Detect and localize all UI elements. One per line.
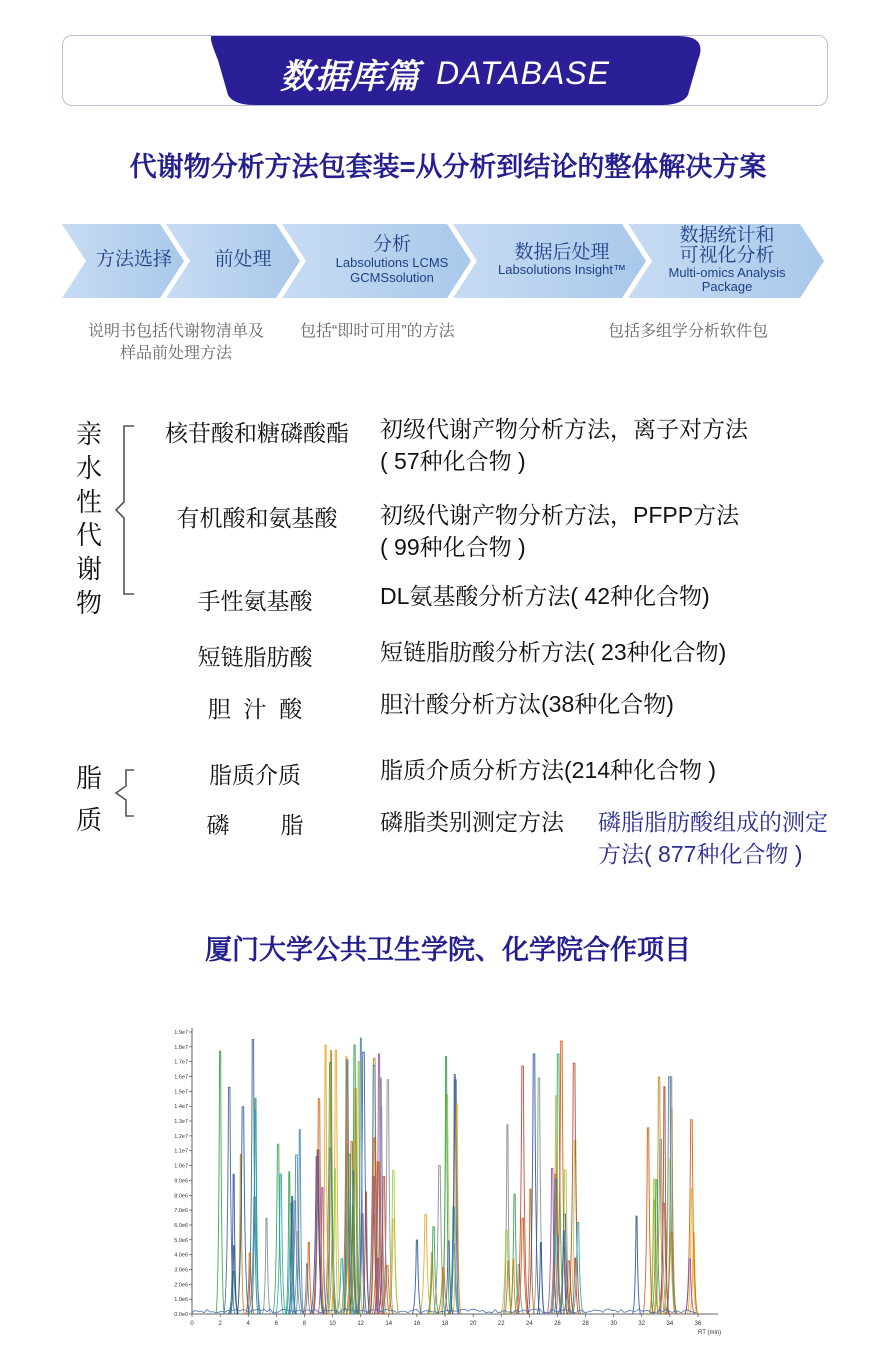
chromatogram-y-tick-label: 1.1e7	[174, 1148, 188, 1155]
method-category-2: 有机酸和氨基酸	[176, 505, 338, 531]
bracket-hydrophilic	[110, 424, 140, 596]
project-title: 厦门大学公共卫生学院、化学院合作项目	[205, 935, 691, 965]
banner-title-cn: 数据库篇	[280, 57, 421, 96]
workflow-step-5-sub: Multi-omics Analysis Package	[668, 265, 786, 294]
chromatogram-x-tick-label: 24	[525, 1321, 533, 1327]
workflow-step-4	[482, 222, 642, 298]
method-category-6: 脂质介质	[209, 762, 301, 788]
chromatogram-y-tick-label: 1.8e7	[174, 1044, 188, 1051]
chromatogram-y-tick-label: 1.4e7	[174, 1104, 188, 1111]
workflow-step-1	[82, 222, 186, 298]
chromatogram-y-tick-label: 1.0e6	[174, 1297, 188, 1304]
chromatogram-y-tick-label: 1.9e7	[174, 1030, 188, 1036]
workflow-step-2	[188, 222, 298, 298]
method-desc-3: DL氨基酸分析方法( 42种化合物)	[380, 583, 710, 609]
workflow-step-3	[312, 222, 472, 298]
chromatogram-y-tick-label: 4.0e6	[174, 1252, 188, 1259]
workflow-note-2: 包括“即时可用”的方法	[300, 323, 455, 340]
chromatogram-y-tick-label: 8.0e6	[174, 1193, 188, 1200]
chromatogram-y-tick-label: 7.0e6	[174, 1208, 188, 1215]
method-category-4: 短链脂肪酸	[197, 644, 313, 670]
workflow-step-3-sub: Labsolutions LCMS GCMSsolution	[335, 254, 449, 285]
method-desc-1: 初级代谢产物分析方法，离子对方法 ( 57种化合物 )	[380, 416, 748, 475]
method-desc-4: 短链脂肪酸分析方法( 23种化合物)	[380, 639, 727, 665]
chromatogram-x-tick-label: 10	[329, 1321, 336, 1327]
chromatogram-y-tick-label: 5.0e6	[174, 1237, 188, 1244]
chromatogram-x-label: RT (min)	[698, 1330, 722, 1336]
chromatogram-peak	[510, 1259, 517, 1314]
chromatogram-x-tick-label: 28	[582, 1321, 589, 1327]
chromatogram-x-tick-label: 32	[638, 1321, 646, 1327]
chromatogram-y-tick-label: 2.0e6	[174, 1282, 188, 1289]
chromatogram-baseline	[192, 1309, 696, 1313]
chromatogram-y-tick-label: 1.2e7	[174, 1133, 188, 1140]
banner-title-en: DATABASE	[436, 54, 610, 91]
chromatogram-x-tick-label: 20	[469, 1321, 477, 1327]
chromatogram-x-tick-label: 0	[190, 1321, 194, 1327]
method-category-7: 磷 脂	[206, 812, 304, 838]
chromatogram-y-tick-label: 1.5e7	[174, 1089, 188, 1096]
headline: 代谢物分析方法包套装=从分析到结论的整体解决方案	[129, 152, 767, 182]
chromatogram-x-tick-label: 2	[218, 1321, 222, 1327]
chromatogram-y-tick-label: 1.0e7	[174, 1163, 188, 1170]
method-desc-2: 初级代谢产物分析方法，PFPP方法 ( 99种化合物 )	[380, 502, 740, 561]
method-category-5: 胆 汁 酸	[207, 696, 303, 722]
method-category-1: 核苷酸和糖磷酸酯	[165, 420, 349, 446]
workflow-step-5-title: 数据统计和 可视化分析	[679, 225, 775, 267]
chromatogram	[170, 1022, 726, 1340]
bracket-lipid	[110, 768, 140, 818]
chromatogram-x-tick-label: 4	[246, 1321, 250, 1327]
method-desc-6: 脂质介质分析方法(214种化合物 )	[380, 757, 717, 783]
chromatogram-x-tick-label: 36	[694, 1321, 702, 1327]
chromatogram-y-tick-label: 3.0e6	[174, 1267, 188, 1274]
method-desc-7-extra: 磷脂脂肪酸组成的测定 方法( 877种化合物 )	[598, 809, 828, 868]
chromatogram-x-tick-label: 26	[554, 1321, 561, 1327]
chromatogram-y-tick-label: 0.0e0	[174, 1312, 188, 1318]
method-desc-7: 磷脂类别测定方法	[380, 809, 564, 835]
chromatogram-x-tick-label: 8	[302, 1321, 307, 1327]
chromatogram-y-tick-label: 6.0e6	[174, 1222, 188, 1229]
workflow-note-1: 说明书包括代谢物清单及 样品前处理方法	[87, 323, 264, 363]
chromatogram-peak	[262, 1218, 270, 1314]
workflow-step-2-title: 前处理	[214, 249, 272, 271]
chromatogram-x-tick-label: 22	[497, 1321, 505, 1327]
method-category-3: 手性氨基酸	[197, 588, 313, 614]
group-label-lipid: 脂 质	[75, 763, 102, 835]
chromatogram-x-tick-label: 18	[441, 1321, 449, 1327]
workflow-step-5	[652, 222, 802, 298]
workflow-step-4-sub: Labsolutions Insight™	[498, 262, 626, 278]
workflow-step-4-title: 数据后处理	[514, 241, 610, 263]
chromatogram-y-tick-label: 1.7e7	[174, 1059, 188, 1066]
chromatogram-x-tick-label: 16	[413, 1321, 421, 1327]
chromatogram-x-tick-label: 14	[385, 1321, 393, 1327]
workflow-step-3-title: 分析	[372, 234, 411, 256]
chromatogram-peak	[412, 1240, 421, 1314]
method-desc-5: 胆汁酸分析方汰(38种化合物)	[380, 691, 674, 717]
chromatogram-x-tick-label: 34	[666, 1321, 674, 1327]
banner-title	[62, 40, 828, 106]
chromatogram-y-tick-label: 1.6e7	[174, 1074, 188, 1081]
chromatogram-x-tick-label: 30	[610, 1321, 618, 1327]
chromatogram-peak	[633, 1216, 641, 1314]
group-label-hydrophilic: 亲 水 性 代 谢 物	[75, 419, 102, 618]
chromatogram-x-tick-label: 6	[274, 1321, 279, 1327]
workflow-note-3: 包括多组学分析软件包	[608, 323, 769, 340]
chromatogram-peak	[526, 1189, 534, 1314]
chromatogram-y-tick-label: 1.3e7	[174, 1119, 188, 1126]
workflow-step-1-title: 方法选择	[95, 249, 172, 271]
chromatogram-x-tick-label: 12	[357, 1321, 365, 1327]
chromatogram-peak	[216, 1051, 225, 1314]
chromatogram-y-tick-label: 9.0e6	[174, 1178, 188, 1185]
